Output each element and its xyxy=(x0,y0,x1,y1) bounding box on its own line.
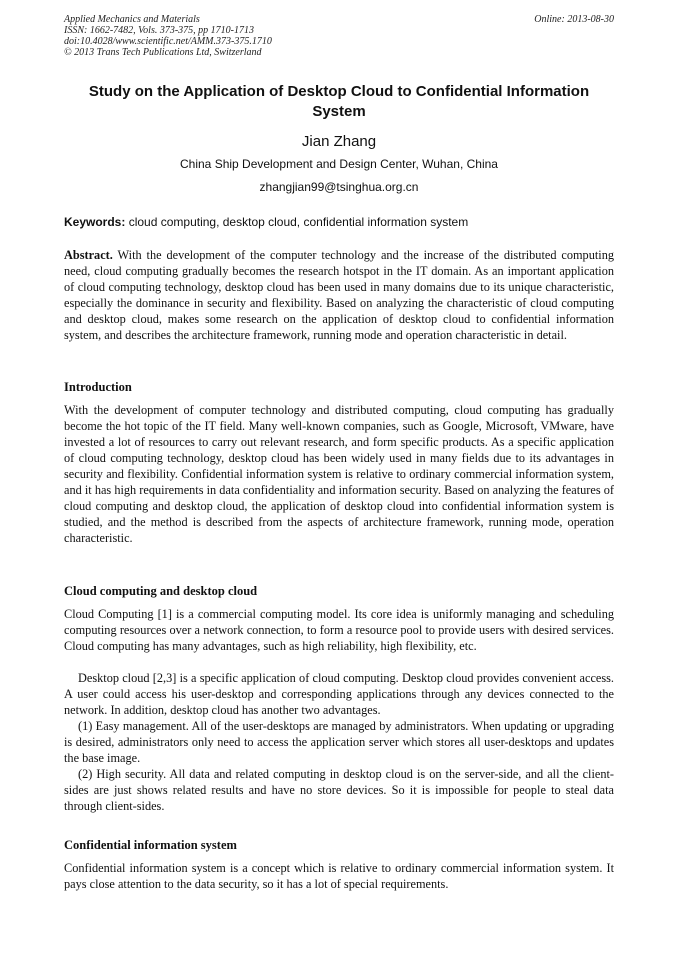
cloud-paragraph-4: (2) High security. All data and related computing in desktop cloud is on the server-side, and all the client-sides are just shows related results and have no store devices. So it is impossible for people to steal data through client-sides. xyxy=(64,767,614,813)
affiliation: China Ship Development and Design Center, Wuhan, China xyxy=(180,157,498,171)
abstract-text: With the development of the computer technology and the increase of the distributed computing need, cloud computing gradually becomes the research hotspot in the IT domain. As an important application of cloud computing technology, desktop cloud has been used in many domains due to its unique characteristic, especially the dominance in security and flexibility. Based on analyzing the characteristic of cloud computing and desktop cloud, makes some research on the application of desktop cloud to confidential information system, and describes the architecture framework, running mode and operation characteristic in detail. xyxy=(64,248,614,342)
confidential-paragraph: Confidential information system is a concept which is relative to ordinary commercial information system. It pays close attention to the data security, so it has a lot of special requirements. xyxy=(64,861,614,891)
keywords-label: Keywords: xyxy=(64,215,126,229)
author-email: zhangjian99@tsinghua.org.cn xyxy=(259,180,419,194)
online-date: Online: 2013-08-30 xyxy=(534,14,614,25)
section-heading-cloud: Cloud computing and desktop cloud xyxy=(64,584,258,598)
copyright-line: © 2013 Trans Tech Publications Ltd, Switzerland xyxy=(64,47,262,58)
author-name: Jian Zhang xyxy=(301,133,377,150)
section-heading-introduction: Introduction xyxy=(64,380,132,394)
cloud-paragraph-3: (1) Easy management. All of the user-desktops are managed by administrators. When updating or upgrading is desired, administrators only need to access the application server which stores all user-desktops and updates the base image. xyxy=(64,719,614,765)
paper-title: Study on the Application of Desktop Cloud to Confidential Information System xyxy=(88,83,590,120)
cloud-paragraph-1: Cloud Computing [1] is a commercial computing model. Its core idea is uniformly managing and scheduling computing resources over a network connection, to form a resource pool to provide users with desired services. Cloud computing has many advantages, such as high reliability, high flexibility, etc. xyxy=(64,607,614,653)
keywords xyxy=(64,215,614,229)
issn-line: ISSN: 1662-7482, Vols. 373-375, pp 1710-1713 xyxy=(64,25,254,36)
intro-paragraph: With the development of computer technology and distributed computing, cloud computing has gradually become the hot topic of the IT field. Many well-known companies, such as Google, Microsoft, VMware, have invested a lot of resources to carry out relevant research, and form specific products. As a specific application of cloud computing technology, desktop cloud has been widely used in many fields due to its advantages in security and flexibility. Confidential information system is relative to ordinary commercial information system, and it has high requirements in data confidentiality and information security. Based on analyzing the features of cloud computing and desktop cloud, the application of desktop cloud into confidential information system is studied, and the method is described from the aspects of architecture framework, running mode, operation characteristic. xyxy=(64,403,614,545)
keywords-text: cloud computing, desktop cloud, confidential information system xyxy=(128,215,469,229)
page-header xyxy=(64,14,614,58)
section-heading-confidential: Confidential information system xyxy=(64,838,237,852)
doi-line: doi:10.4028/www.scientific.net/AMM.373-375.1710 xyxy=(64,36,272,47)
cloud-paragraph-2: Desktop cloud [2,3] is a specific application of cloud computing. Desktop cloud provides convenient access. A user could access his user-desktop and corresponding applications through any devices connected to the network. In addition, desktop cloud has another two advantages. xyxy=(64,671,614,717)
journal-name: Applied Mechanics and Materials xyxy=(64,14,200,25)
abstract xyxy=(64,247,614,343)
abstract-label: Abstract. xyxy=(64,248,113,262)
